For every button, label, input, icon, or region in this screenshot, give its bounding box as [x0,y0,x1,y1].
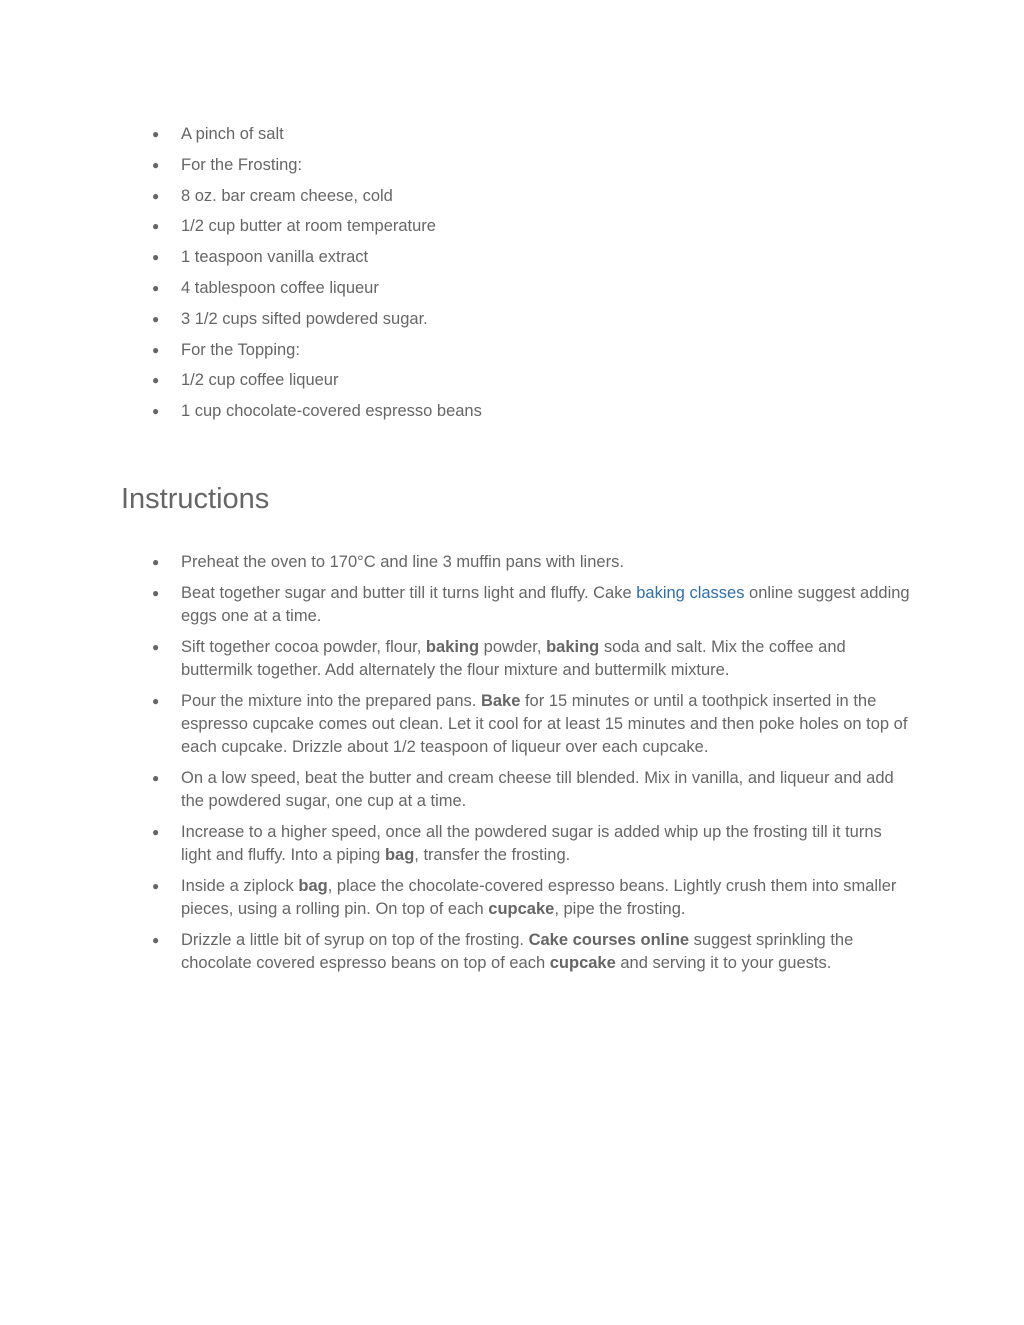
list-item [152,246,912,269]
ingredient-text: 4 tablespoon coffee liqueur [181,278,379,297]
list-item [152,551,912,574]
ingredient-text: 1 cup chocolate-covered espresso beans [181,402,482,421]
list-item [152,821,912,867]
step-text: , transfer the frosting. [414,846,571,864]
bold-keyword: baking [546,638,600,656]
bullet-icon: ● [152,555,160,569]
bullet-icon: ● [152,879,160,893]
ingredient-text: 1/2 cup coffee liqueur [181,371,339,390]
step-text: Drizzle a little bit of syrup on top of the frosting. [181,931,529,949]
step-text: Inside a ziplock [181,877,299,895]
bullet-icon: ● [152,219,160,234]
step-text: Sift together cocoa powder, flour, [181,638,426,656]
bullet-icon: ● [152,342,160,357]
list-item [152,339,912,362]
list-item [152,369,912,392]
list-item [152,154,912,177]
list-item [152,690,912,759]
bullet-icon: ● [152,404,160,419]
bullet-icon: ● [152,373,160,388]
bold-keyword: baking [425,638,480,656]
list-item [152,215,912,238]
step-text: , pipe the frosting. [554,900,686,918]
bold-keyword: Cake courses online [528,931,690,949]
step-text: online suggest adding eggs one at a time. [181,584,910,625]
baking-classes-link[interactable]: baking classes [636,584,745,602]
step-text: On a low speed, beat the butter and cream cheese till blended. Mix in vanilla, and liqueur and add the powdered sugar, one cup at a time. [181,769,894,810]
step-text: powder, [479,638,547,656]
bullet-icon: ● [152,157,160,172]
bold-keyword: cupcake [549,954,616,972]
list-item [152,636,912,682]
ingredient-text: A pinch of salt [181,125,284,143]
list-item [152,185,912,208]
step-text: Increase to a higher speed, once all the powdered sugar is added whip up the frosting till it turns light and fluffy. Into a piping [181,823,882,864]
list-item [152,929,912,975]
bullet-icon: ● [152,311,160,326]
step-text: Pour the mixture into the prepared pans. [181,692,481,710]
bold-keyword: bag [384,846,415,864]
step-text: Beat together sugar and butter till it turns light and fluffy. Cake [181,584,637,602]
list-item [152,277,912,300]
instructions-list [152,551,912,983]
bold-keyword: cupcake [488,900,555,918]
ingredient-text: For the Topping: [181,340,300,359]
ingredient-text: For the Frosting: [181,155,303,174]
step-text: and serving it to your guests. [615,954,832,972]
list-item [152,400,912,423]
bullet-icon: ● [152,586,160,600]
list-item [152,582,912,628]
instructions-heading: Instructions [121,483,270,515]
bullet-icon: ● [152,825,160,839]
list-item [152,123,912,146]
step-text: suggest sprinkling the chocolate covered espresso beans on top of each [181,931,854,972]
ingredient-text: 3 1/2 cups sifted powdered sugar. [181,309,428,328]
bullet-icon: ● [152,640,160,654]
step-text: soda and salt. Mix the coffee and buttermilk together. Add alternately the flour mixture and buttermilk mixture. [181,638,846,679]
bold-keyword: Bake [480,692,521,710]
ingredient-text: 8 oz. bar cream cheese, cold [181,186,393,205]
step-text: for 15 minutes or until a toothpick inserted in the espresso cupcake comes out clean. Let it cool for at least 15 minutes and then poke holes on top of each cupcake. Drizzle about 1/2 teaspoon of liqueur over each cupcake. [181,692,908,756]
bullet-icon: ● [152,771,160,785]
step-text: Preheat the oven to 170°C and line 3 muffin pans with liners. [181,553,624,571]
bullet-icon: ● [152,188,160,203]
ingredient-text: 1 teaspoon vanilla extract [181,248,369,267]
list-item [152,767,912,813]
list-item [152,875,912,921]
list-item [152,308,912,331]
bullet-icon: ● [152,933,160,947]
step-text: , place the chocolate-covered espresso beans. Lightly crush them into smaller pieces, using a rolling pin. On top of each [181,877,897,918]
bullet-icon: ● [152,694,160,708]
bold-keyword: bag [298,877,328,895]
bullet-icon: ● [152,280,160,295]
ingredient-text: 1/2 cup butter at room temperature [181,217,436,236]
bullet-icon: ● [152,127,160,141]
ingredients-list [152,123,912,431]
bullet-icon: ● [152,250,160,265]
